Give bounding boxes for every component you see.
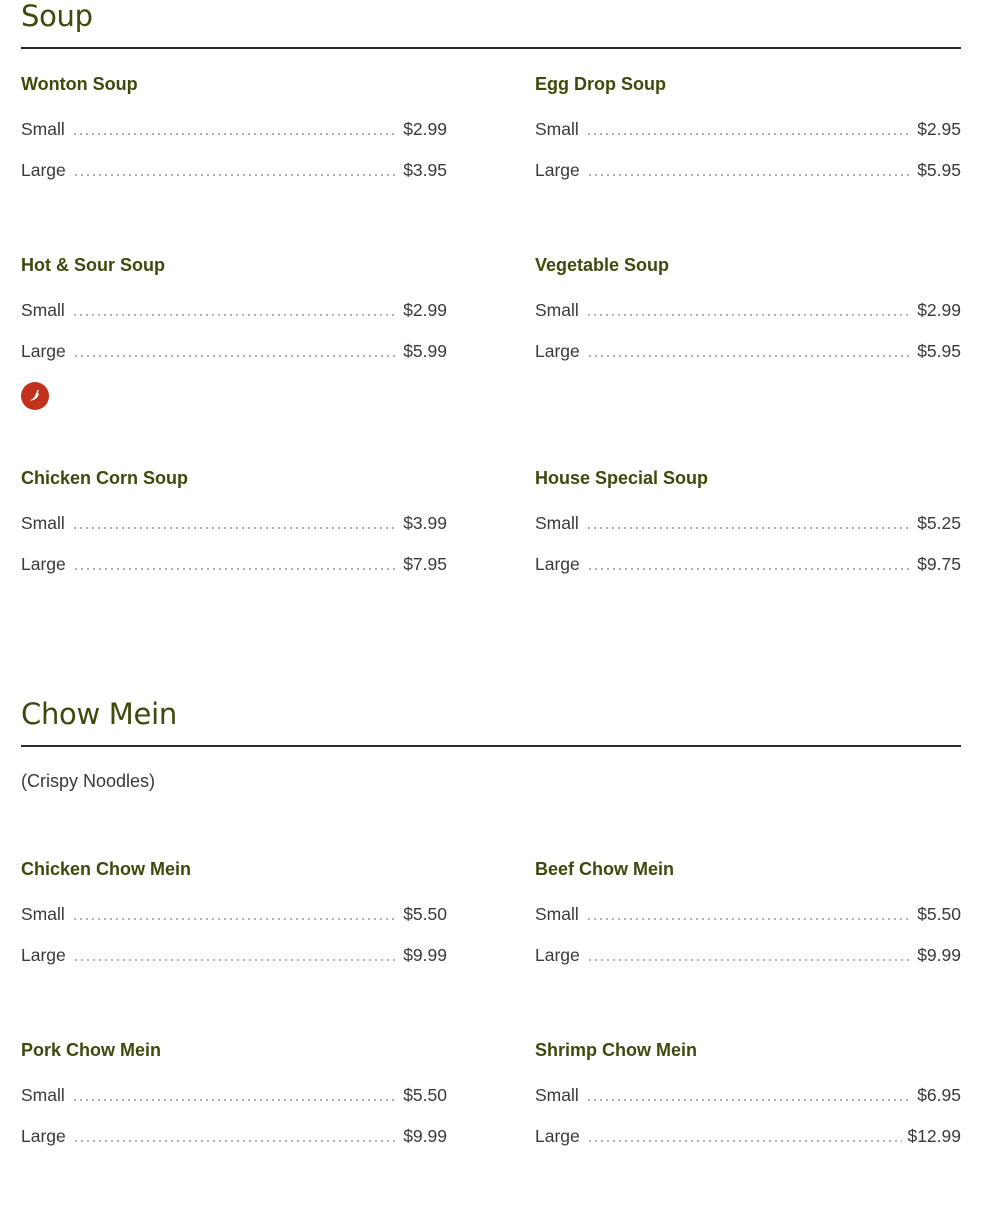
item-name: Chicken Corn Soup <box>21 468 189 488</box>
price: $2.95 <box>917 119 961 139</box>
section-divider <box>21 745 961 747</box>
dot-leader <box>73 355 398 357</box>
price: $6.95 <box>917 1085 961 1105</box>
dot-leader <box>73 174 398 176</box>
menu-item-beef-chow-mein <box>535 858 961 965</box>
price-row-small <box>535 1081 961 1105</box>
price: $2.99 <box>403 300 447 320</box>
price: $12.99 <box>907 1126 961 1146</box>
price-row-large <box>535 1122 961 1146</box>
size-label: Small <box>535 119 579 139</box>
size-label: Large <box>535 945 580 965</box>
dot-leader <box>72 133 398 135</box>
price: $2.99 <box>403 119 447 139</box>
chili-pepper-icon <box>21 382 49 410</box>
item-name: Hot & Sour Soup <box>21 255 165 275</box>
menu-item-vegetable-soup <box>535 254 961 361</box>
dot-leader <box>72 314 398 316</box>
price: $3.95 <box>403 160 447 180</box>
price-row-small <box>535 296 961 320</box>
dot-leader <box>73 568 398 570</box>
price-row-small <box>21 296 447 320</box>
price-row-large <box>535 550 961 574</box>
price: $5.50 <box>403 904 447 924</box>
dot-leader <box>587 355 912 357</box>
price-row-large <box>21 156 447 180</box>
menu-item-house-special-soup <box>535 467 961 574</box>
price: $5.50 <box>917 904 961 924</box>
menu-item-hot-sour-soup <box>21 254 447 361</box>
menu-item-pork-chow-mein <box>21 1039 447 1146</box>
dot-leader <box>586 314 912 316</box>
dot-leader <box>72 918 398 920</box>
size-label: Large <box>21 945 66 965</box>
size-label: Large <box>21 554 66 574</box>
size-label: Small <box>535 513 579 533</box>
price-row-large <box>535 337 961 361</box>
item-name: Vegetable Soup <box>535 255 670 275</box>
item-name: Pork Chow Mein <box>21 1040 162 1060</box>
section-note: (Crispy Noodles) <box>21 771 156 791</box>
menu-item-shrimp-chow-mein <box>535 1039 961 1146</box>
item-name: Egg Drop Soup <box>535 74 666 94</box>
dot-leader <box>587 568 912 570</box>
dot-leader <box>587 174 912 176</box>
size-label: Large <box>535 160 580 180</box>
dot-leader <box>586 918 912 920</box>
menu-item-wonton-soup <box>21 73 447 180</box>
dot-leader <box>73 959 398 961</box>
price-row-large <box>21 941 447 965</box>
price: $5.25 <box>917 513 961 533</box>
price-row-small <box>535 900 961 924</box>
size-label: Large <box>21 160 66 180</box>
size-label: Small <box>535 904 579 924</box>
size-label: Large <box>535 554 580 574</box>
size-label: Small <box>21 300 65 320</box>
price-row-small <box>535 509 961 533</box>
size-label: Large <box>21 1126 66 1146</box>
dot-leader <box>586 527 912 529</box>
price-row-small <box>535 115 961 139</box>
price-row-small <box>21 900 447 924</box>
dot-leader <box>586 1099 912 1101</box>
price: $5.99 <box>403 341 447 361</box>
price-row-small <box>21 509 447 533</box>
section-divider <box>21 47 961 49</box>
price: $3.99 <box>403 513 447 533</box>
section-title-soup: Soup <box>21 0 93 33</box>
price: $2.99 <box>917 300 961 320</box>
price-row-small <box>21 115 447 139</box>
size-label: Small <box>535 300 579 320</box>
size-label: Large <box>535 1126 580 1146</box>
item-name: Wonton Soup <box>21 74 138 94</box>
size-label: Small <box>21 513 65 533</box>
dot-leader <box>587 959 912 961</box>
price-row-large <box>21 1122 447 1146</box>
size-label: Small <box>21 119 65 139</box>
price-row-large <box>21 337 447 361</box>
size-label: Small <box>535 1085 579 1105</box>
menu-item-egg-drop-soup <box>535 73 961 180</box>
item-name: House Special Soup <box>535 468 709 488</box>
dot-leader <box>72 1099 398 1101</box>
dot-leader <box>72 527 398 529</box>
size-label: Small <box>21 1085 65 1105</box>
dot-leader <box>587 1140 903 1142</box>
item-name: Shrimp Chow Mein <box>535 1040 697 1060</box>
size-label: Large <box>21 341 66 361</box>
item-name: Chicken Chow Mein <box>21 859 192 879</box>
price: $5.95 <box>917 341 961 361</box>
dot-leader <box>73 1140 398 1142</box>
price: $5.50 <box>403 1085 447 1105</box>
price-row-large <box>535 941 961 965</box>
item-name: Beef Chow Mein <box>535 859 675 879</box>
price-row-large <box>535 156 961 180</box>
price-row-large <box>21 550 447 574</box>
size-label: Large <box>535 341 580 361</box>
dot-leader <box>586 133 912 135</box>
size-label: Small <box>21 904 65 924</box>
price: $9.75 <box>917 554 961 574</box>
price: $9.99 <box>403 945 447 965</box>
price: $9.99 <box>917 945 961 965</box>
price: $7.95 <box>403 554 447 574</box>
price: $5.95 <box>917 160 961 180</box>
section-title-chow-mein: Chow Mein <box>21 697 177 731</box>
menu-item-chicken-corn-soup <box>21 467 447 574</box>
price-row-small <box>21 1081 447 1105</box>
price: $9.99 <box>403 1126 447 1146</box>
menu-item-chicken-chow-mein <box>21 858 447 965</box>
